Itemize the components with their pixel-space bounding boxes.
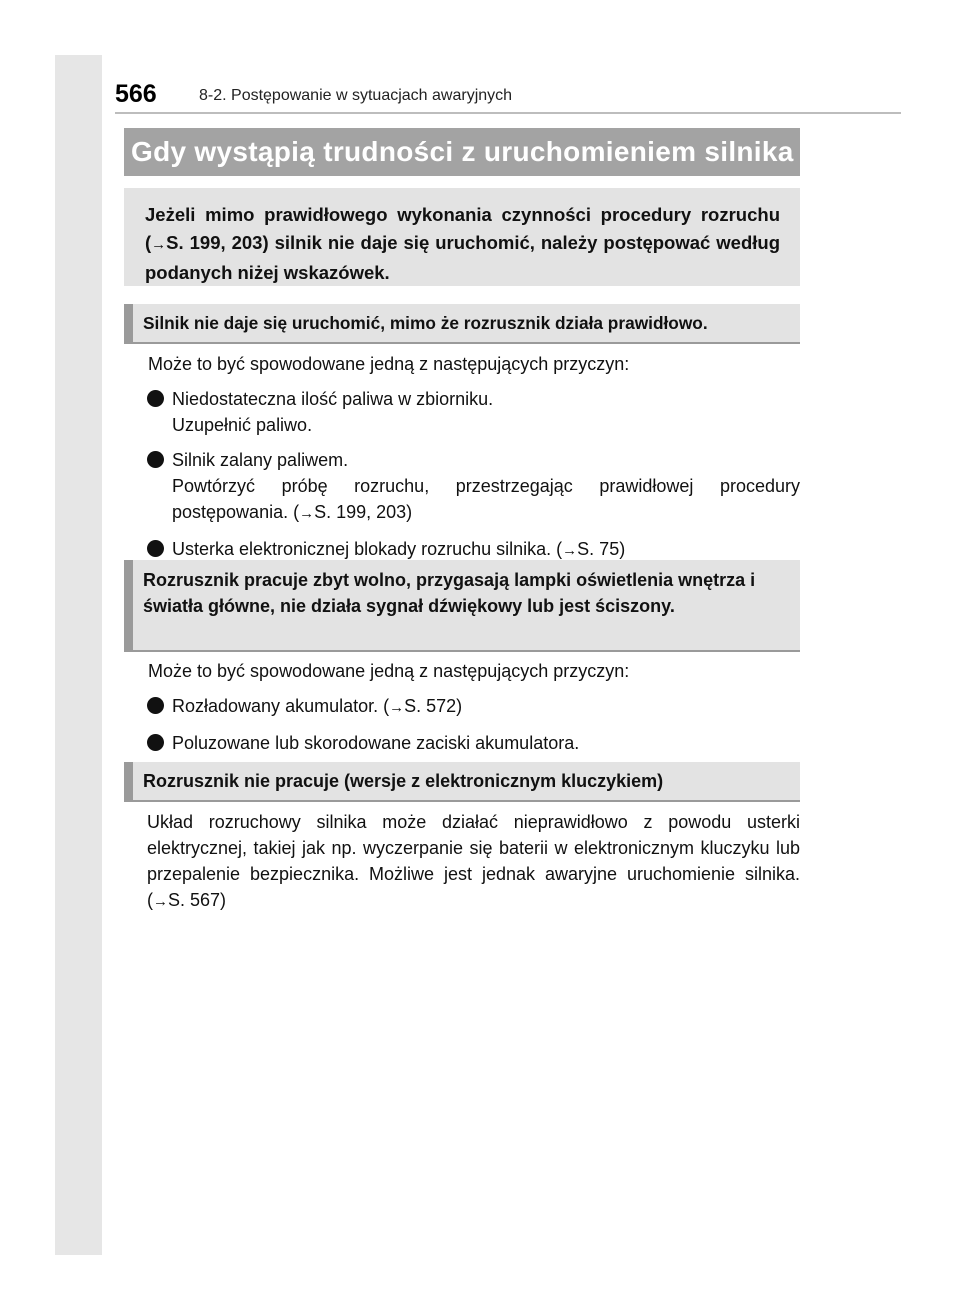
lead-text: Może to być spowodowane jedną z następujących przyczyn: (148, 661, 630, 681)
page-number: 566 (115, 80, 157, 108)
bullet-icon (147, 390, 164, 407)
arrow-icon: → (153, 893, 168, 910)
section-body-starter-none (147, 809, 800, 915)
page-margin-strip (55, 55, 102, 1255)
arrow-icon: → (562, 542, 578, 559)
list-item-detail: Powtórzyć próbę rozruchu, przestrzegając prawidłowej procedury postępowania. (→S. 199, 203) (172, 476, 800, 522)
intro-box (124, 188, 800, 286)
bullet-icon (147, 451, 164, 468)
arrow-icon: → (389, 699, 405, 716)
bullet-icon (147, 540, 164, 557)
page-header (115, 74, 901, 114)
banner-title: Gdy wystąpią trudności z uruchomieniem silnika (131, 136, 794, 167)
arrow-icon: → (299, 505, 315, 522)
section-banner (124, 128, 800, 176)
intro-text: Jeżeli mimo prawidłowego wykonania czynności procedury rozruchu (→S. 199, 203) silnik nie daje się uruchomić, należy postępować według podanych niżej wskazówek. (145, 204, 780, 283)
lead-text: Może to być spowodowane jedną z następujących przyczyn: (148, 354, 630, 374)
section-body-starter-slow (147, 658, 800, 756)
list-item: Silnik zalany paliwem. (147, 447, 800, 473)
list-item: Poluzowane lub skorodowane zaciski akumulatora. (147, 730, 800, 756)
arrow-icon: → (151, 236, 167, 253)
bullet-icon (147, 734, 164, 751)
header-divider (115, 112, 901, 114)
section-body-starter-ok (147, 351, 800, 564)
bullet-icon (147, 697, 164, 714)
chapter-title: 8-2. Postępowanie w sytuacjach awaryjnych (199, 87, 513, 104)
list-item: Usterka elektronicznej blokady rozruchu silnika. (→S. 75) (147, 536, 800, 564)
section-heading-starter-none: Rozrusznik nie pracuje (wersje z elektronicznym kluczykiem) (124, 762, 800, 802)
section-heading-starter-ok: Silnik nie daje się uruchomić, mimo że rozrusznik działa prawidłowo. (124, 304, 800, 344)
section-heading-starter-slow: Rozrusznik pracuje zbyt wolno, przygasają lampki oświetlenia wnętrza i światła główne, nie działa sygnał dźwiękowy lub jest ściszony. (124, 560, 800, 652)
list-item: Rozładowany akumulator. (→S. 572) (147, 693, 800, 721)
body-paragraph: Układ rozruchowy silnika może działać nieprawidłowo z powodu usterki elektrycznej, takiej jak np. wyczerpanie się baterii w elektronicznym kluczyku lub przepalenie bezpiecznika. Możliwe jest jednak awaryjne uruchomienie silnika. (→S. 567) (147, 812, 800, 910)
list-item: Niedostateczna ilość paliwa w zbiorniku. (147, 386, 800, 412)
list-item-detail: Uzupełnić paliwo. (172, 415, 313, 435)
